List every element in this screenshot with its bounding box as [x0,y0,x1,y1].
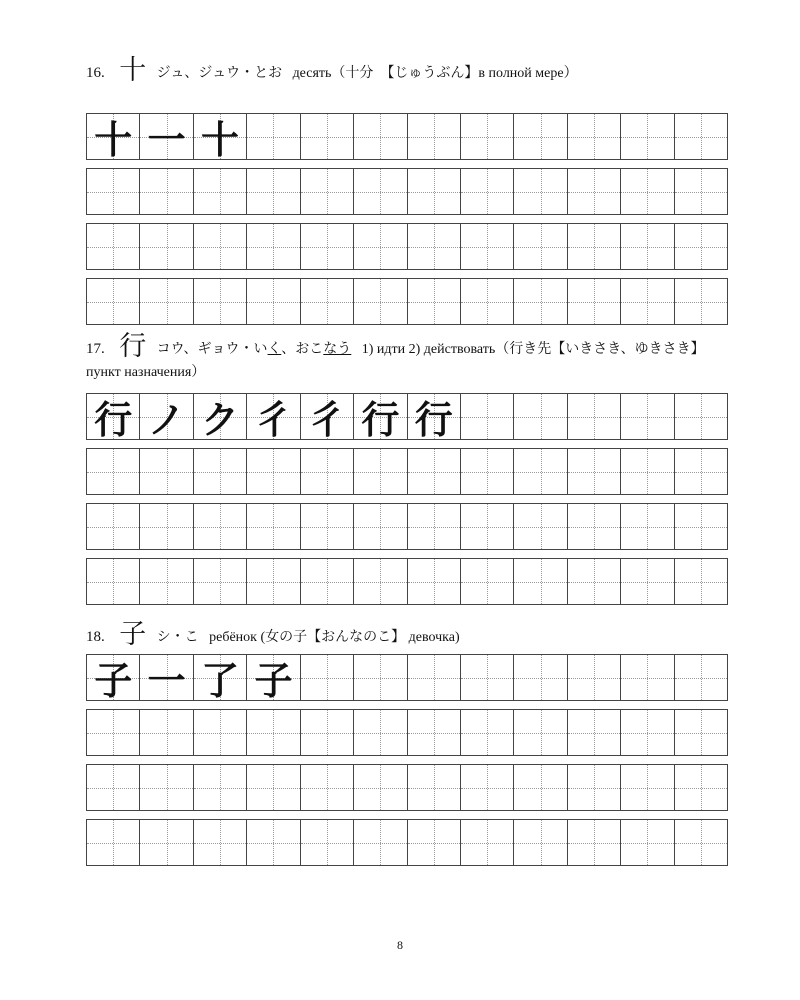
grid-cell [568,820,621,865]
grid-cell [301,114,354,159]
grid-cell [514,765,567,810]
grid-cell [568,655,621,700]
grid-cell [621,655,674,700]
grid-cell [568,559,621,604]
practice-row [86,113,728,160]
stroke-order-glyph: 子 [94,659,133,703]
stroke-order-glyph: 彳 [254,398,293,442]
grid-cell [461,224,514,269]
grid-cell [461,169,514,214]
grid-cell [301,765,354,810]
grid-cell [354,820,407,865]
grid-cell [408,114,461,159]
grid-cell [247,655,300,703]
grid-cell [140,169,193,214]
practice-row [86,654,728,701]
stroke-order-glyph: 行 [94,398,133,442]
grid-cell [87,449,140,494]
grid-cell [461,710,514,755]
grid-cell [87,224,140,269]
grid-cell [354,169,407,214]
grid-cell [140,559,193,604]
grid-cell [568,394,621,439]
section-number: 17. [86,341,105,357]
stroke-order-glyph: 了 [201,659,240,703]
stroke-order-glyph: 行 [361,398,400,442]
grid-cell [140,655,193,703]
grid-cell [354,279,407,324]
grid-cell [87,504,140,549]
section-number: 16. [86,65,105,81]
section-heading [86,619,729,650]
grid-cell [408,765,461,810]
grid-cell [247,394,300,442]
grid-cell [247,449,300,494]
grid-cell [461,559,514,604]
grid-cell [514,655,567,700]
grid-cell [408,394,461,442]
grid-cell [247,169,300,214]
practice-row [86,709,728,756]
grid-cell [87,710,140,755]
grid-cell [675,224,727,269]
practice-row [86,503,728,550]
grid-cell [354,114,407,159]
kanji-readings: ジュ、ジュウ・とお [156,65,283,81]
stroke-order-glyph: ク [201,398,240,442]
practice-row [86,393,728,440]
practice-row [86,558,728,605]
grid-cell [194,224,247,269]
grid-cell [621,820,674,865]
practice-row [86,819,728,866]
grid-cell [621,169,674,214]
grid-cell [568,710,621,755]
grid-cell [247,559,300,604]
grid-cell [408,820,461,865]
grid-cell [354,655,407,700]
grid-cell [461,279,514,324]
grid-cell [247,820,300,865]
practice-row [86,448,728,495]
grid-cell [675,655,727,700]
stroke-order-glyph: 十 [94,118,133,162]
grid-cell [354,224,407,269]
grid-cell [621,710,674,755]
grid-cell [461,820,514,865]
grid-cell [87,169,140,214]
grid-cell [194,559,247,604]
grid-cell [408,279,461,324]
stroke-order-glyph: 十 [201,118,240,162]
kanji-meaning: десять（十分 【じゅうぶん】в полной мере） [292,66,578,81]
grid-cell [408,504,461,549]
grid-cell [568,504,621,549]
grid-cell [194,279,247,324]
grid-cell [514,559,567,604]
grid-cell [140,820,193,865]
grid-cell [514,224,567,269]
stroke-order-glyph: 行 [414,398,453,442]
grid-cell [140,449,193,494]
grid-cell [408,559,461,604]
grid-cell [301,279,354,324]
grid-cell [87,279,140,324]
grid-cell [194,655,247,703]
grid-cell [514,820,567,865]
grid-cell [514,504,567,549]
grid-cell [461,504,514,549]
grid-cell [140,114,193,162]
grid-cell [568,449,621,494]
grid-cell [301,655,354,700]
stroke-order-glyph: 一 [147,659,186,703]
grid-cell [675,169,727,214]
kanji-readings: コウ、ギョウ・いく、おこなう [156,341,352,357]
grid-cell [301,224,354,269]
stroke-order-glyph: 一 [147,118,186,162]
grid-cell [675,449,727,494]
grid-cell [140,765,193,810]
grid-cell [194,169,247,214]
grid-cell [247,224,300,269]
grid-cell [247,504,300,549]
grid-cell [194,820,247,865]
kanji-meaning: 1) идти 2) действовать（行き先【いきさき、ゆきさき】 пункт назначения） [86,342,705,380]
practice-row [86,278,728,325]
grid-cell [408,224,461,269]
grid-cell [675,559,727,604]
grid-cell [140,504,193,549]
grid-cell [140,224,193,269]
section-heading [86,55,729,86]
grid-cell [354,504,407,549]
grid-cell [301,559,354,604]
grid-cell [621,394,674,439]
grid-cell [621,559,674,604]
grid-cell [408,169,461,214]
grid-cell [408,710,461,755]
grid-cell [514,169,567,214]
grid-cell [568,765,621,810]
grid-cell [675,504,727,549]
grid-cell [194,710,247,755]
grid-cell [568,114,621,159]
grid-cell [514,449,567,494]
grid-cell [301,820,354,865]
grid-cell [247,279,300,324]
kanji-character: 子 [119,619,147,650]
grid-cell [194,449,247,494]
grid-cell [408,449,461,494]
stroke-order-glyph: ノ [147,398,186,442]
grid-cell [301,169,354,214]
grid-cell [568,169,621,214]
grid-cell [461,114,514,159]
kanji-readings: シ・こ [156,629,199,645]
grid-cell [675,710,727,755]
grid-cell [675,820,727,865]
grid-cell [194,394,247,442]
grid-cell [568,279,621,324]
grid-cell [568,224,621,269]
page-number: 8 [397,938,403,952]
grid-cell [514,710,567,755]
grid-cell [87,820,140,865]
grid-cell [194,765,247,810]
grid-cell [621,504,674,549]
grid-cell [408,655,461,700]
grid-cell [140,710,193,755]
grid-cell [354,449,407,494]
grid-cell [140,394,193,442]
practice-row [86,168,728,215]
grid-cell [354,765,407,810]
grid-cell [247,114,300,159]
grid-cell [87,765,140,810]
grid-cell [354,394,407,442]
grid-cell [301,504,354,549]
grid-cell [354,710,407,755]
grid-cell [194,114,247,162]
grid-cell [140,279,193,324]
section-heading [86,331,729,384]
grid-cell [675,114,727,159]
grid-cell [87,394,140,442]
grid-cell [87,559,140,604]
kanji-character: 行 [119,331,147,362]
stroke-order-glyph: 彳 [307,398,346,442]
grid-cell [247,710,300,755]
grid-cell [621,279,674,324]
grid-cell [301,710,354,755]
grid-cell [514,279,567,324]
grid-cell [301,449,354,494]
grid-cell [675,394,727,439]
practice-row [86,223,728,270]
section-number: 18. [86,629,105,645]
grid-cell [621,449,674,494]
grid-cell [194,504,247,549]
grid-cell [87,655,140,703]
grid-cell [621,114,674,159]
grid-cell [87,114,140,162]
stroke-order-glyph: 子 [254,659,293,703]
grid-cell [621,224,674,269]
grid-cell [461,394,514,439]
grid-cell [461,655,514,700]
grid-cell [247,765,300,810]
grid-cell [461,449,514,494]
grid-cell [514,114,567,159]
grid-cell [675,279,727,324]
grid-cell [514,394,567,439]
grid-cell [301,394,354,442]
grid-cell [621,765,674,810]
kanji-character: 十 [119,55,147,86]
practice-row [86,764,728,811]
grid-cell [354,559,407,604]
kanji-meaning: ребёнок (女の子【おんなのこ】 девочка) [209,630,460,645]
grid-cell [675,765,727,810]
grid-cell [461,765,514,810]
